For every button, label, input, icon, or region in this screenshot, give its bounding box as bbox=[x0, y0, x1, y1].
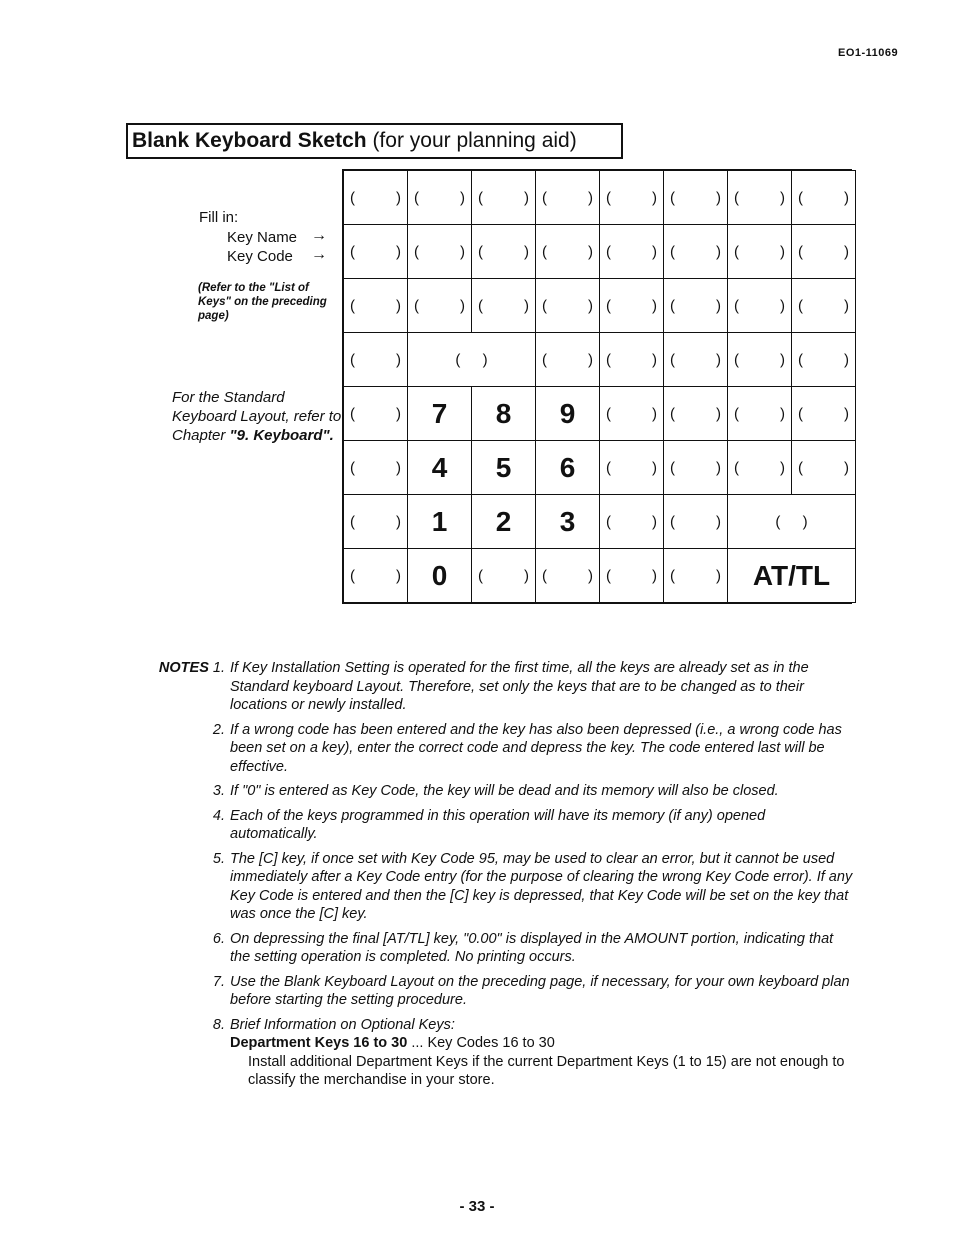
note-item bbox=[153, 930, 855, 967]
blank-open-paren: ( bbox=[734, 351, 739, 368]
blank-key bbox=[343, 386, 408, 441]
blank-key bbox=[471, 548, 536, 603]
blank-key bbox=[599, 440, 664, 495]
blank-key bbox=[599, 548, 664, 603]
standard-layout-note-text: For the Standard Keyboard Layout, refer to Chapter bbox=[172, 389, 342, 444]
blank-key bbox=[599, 278, 664, 333]
blank-close-paren: ) bbox=[780, 351, 785, 368]
blank-open-paren: ( bbox=[798, 297, 803, 314]
blank-open-paren: ( bbox=[542, 243, 547, 260]
blank-close-paren: ) bbox=[652, 189, 657, 206]
blank-open-paren: ( bbox=[542, 351, 547, 368]
blank-wide-key bbox=[727, 494, 856, 549]
note-text: On depressing the final [AT/TL] key, "0.00" is displayed in the AMOUNT portion, indicating that the setting operation is completed. No printing occurs. bbox=[230, 930, 834, 965]
numeric-key-label: 3 bbox=[559, 505, 576, 537]
note-number: 1. bbox=[212, 660, 225, 676]
blank-key bbox=[791, 224, 856, 279]
blank-key bbox=[791, 170, 856, 225]
blank-open-paren: ( bbox=[670, 405, 675, 422]
blank-key bbox=[407, 278, 472, 333]
blank-open-paren: ( bbox=[734, 297, 739, 314]
numeric-key-4 bbox=[407, 440, 472, 495]
blank-close-paren: ) bbox=[844, 459, 849, 476]
blank-close-paren: ) bbox=[652, 567, 657, 584]
blank-close-paren: ) bbox=[396, 189, 401, 206]
blank-open-paren: ( bbox=[542, 189, 547, 206]
department-keys-heading: Department Keys 16 to 30 bbox=[230, 1035, 408, 1051]
blank-key bbox=[343, 440, 408, 495]
blank-key bbox=[535, 548, 600, 603]
blank-close-paren: ) bbox=[588, 351, 593, 368]
blank-key bbox=[663, 548, 728, 603]
blank-open-paren: ( bbox=[670, 567, 675, 584]
blank-key bbox=[663, 332, 728, 387]
blank-open-paren: ( bbox=[478, 243, 483, 260]
blank-close-paren: ) bbox=[652, 243, 657, 260]
blank-key bbox=[599, 386, 664, 441]
blank-pair: ( ) bbox=[775, 513, 808, 530]
note-item bbox=[153, 782, 855, 801]
blank-close-paren: ) bbox=[460, 297, 465, 314]
blank-open-paren: ( bbox=[798, 189, 803, 206]
numeric-key-label: 1 bbox=[431, 505, 448, 537]
note-text: If Key Installation Setting is operated for the first time, all the keys are already set as in the Standard keyboard Layout. Therefore, set only the keys that are to be changed as to their locations or newly installed. bbox=[230, 660, 809, 713]
key-code-label: Key Code bbox=[227, 248, 293, 265]
blank-open-paren: ( bbox=[606, 405, 611, 422]
blank-open-paren: ( bbox=[478, 297, 483, 314]
blank-close-paren: ) bbox=[844, 243, 849, 260]
blank-open-paren: ( bbox=[414, 243, 419, 260]
blank-close-paren: ) bbox=[460, 243, 465, 260]
blank-open-paren: ( bbox=[606, 459, 611, 476]
blank-open-paren: ( bbox=[670, 189, 675, 206]
numeric-key-label: 2 bbox=[495, 505, 512, 537]
blank-open-paren: ( bbox=[670, 351, 675, 368]
note-text: The [C] key, if once set with Key Code 95, may be used to clear an error, but it cannot be used immediately after a Key Code entry (for the purpose of clearing the wrong Key Code error). If any Key Code is entered and then the [C] key is depressed, that Key Code will be set on the key that was once the [C] key. bbox=[230, 850, 853, 922]
note-item bbox=[153, 807, 855, 844]
blank-open-paren: ( bbox=[798, 405, 803, 422]
blank-close-paren: ) bbox=[524, 567, 529, 584]
blank-close-paren: ) bbox=[716, 513, 721, 530]
blank-close-paren: ) bbox=[780, 459, 785, 476]
blank-key bbox=[663, 278, 728, 333]
blank-key bbox=[727, 224, 792, 279]
blank-close-paren: ) bbox=[652, 297, 657, 314]
title-subtitle: (for your planning aid) bbox=[372, 129, 577, 152]
blank-close-paren: ) bbox=[588, 567, 593, 584]
blank-key bbox=[535, 170, 600, 225]
numeric-key-2 bbox=[471, 494, 536, 549]
note-text: If a wrong code has been entered and the key has also been depressed (i.e., a wrong code has been set on a key), enter the correct code and depress the key. The code entered last will be effective. bbox=[230, 721, 842, 775]
blank-open-paren: ( bbox=[798, 459, 803, 476]
numeric-key-label: 7 bbox=[431, 397, 448, 429]
blank-key bbox=[663, 440, 728, 495]
chapter-reference: "9. Keyboard". bbox=[229, 427, 334, 444]
blank-open-paren: ( bbox=[670, 459, 675, 476]
blank-open-paren: ( bbox=[478, 567, 483, 584]
blank-key bbox=[343, 332, 408, 387]
note-number: 2. bbox=[212, 721, 225, 738]
blank-key bbox=[663, 386, 728, 441]
blank-open-paren: ( bbox=[798, 351, 803, 368]
blank-open-paren: ( bbox=[670, 297, 675, 314]
blank-key bbox=[471, 224, 536, 279]
note-number: 5. bbox=[212, 850, 225, 867]
blank-close-paren: ) bbox=[780, 297, 785, 314]
blank-close-paren: ) bbox=[460, 189, 465, 206]
numeric-key-8 bbox=[471, 386, 536, 441]
blank-close-paren: ) bbox=[588, 297, 593, 314]
numeric-key-label: 8 bbox=[495, 397, 512, 429]
blank-close-paren: ) bbox=[780, 189, 785, 206]
blank-key bbox=[471, 278, 536, 333]
fill-in-label: Fill in: bbox=[199, 209, 239, 226]
note-number: 7. bbox=[212, 973, 225, 990]
blank-open-paren: ( bbox=[734, 189, 739, 206]
blank-close-paren: ) bbox=[396, 243, 401, 260]
document-id: EO1-11069 bbox=[838, 47, 899, 59]
note-item bbox=[153, 659, 855, 715]
blank-open-paren: ( bbox=[350, 513, 355, 530]
blank-close-paren: ) bbox=[780, 243, 785, 260]
numeric-key-label: 0 bbox=[431, 559, 448, 591]
blank-key bbox=[599, 494, 664, 549]
blank-open-paren: ( bbox=[606, 189, 611, 206]
page-number: - 33 - bbox=[459, 1198, 495, 1215]
blank-open-paren: ( bbox=[670, 513, 675, 530]
blank-key bbox=[599, 224, 664, 279]
blank-open-paren: ( bbox=[734, 405, 739, 422]
blank-open-paren: ( bbox=[350, 189, 355, 206]
note-item bbox=[153, 721, 855, 777]
blank-close-paren: ) bbox=[524, 297, 529, 314]
note-item bbox=[153, 1016, 855, 1090]
blank-open-paren: ( bbox=[670, 243, 675, 260]
blank-close-paren: ) bbox=[524, 243, 529, 260]
blank-open-paren: ( bbox=[734, 459, 739, 476]
note-number: 6. bbox=[212, 930, 225, 947]
numeric-key-6 bbox=[535, 440, 600, 495]
blank-open-paren: ( bbox=[414, 297, 419, 314]
blank-close-paren: ) bbox=[396, 567, 401, 584]
arrow-right-icon: → bbox=[311, 246, 327, 263]
blank-key bbox=[791, 332, 856, 387]
blank-open-paren: ( bbox=[734, 243, 739, 260]
blank-close-paren: ) bbox=[588, 189, 593, 206]
blank-open-paren: ( bbox=[350, 459, 355, 476]
blank-key bbox=[535, 224, 600, 279]
note-number: 8. bbox=[212, 1016, 225, 1033]
blank-open-paren: ( bbox=[350, 243, 355, 260]
blank-close-paren: ) bbox=[396, 513, 401, 530]
note-item bbox=[153, 973, 855, 1010]
keyboard-sketch bbox=[342, 169, 852, 604]
blank-open-paren: ( bbox=[478, 189, 483, 206]
numeric-key-5 bbox=[471, 440, 536, 495]
blank-close-paren: ) bbox=[716, 459, 721, 476]
blank-key bbox=[663, 494, 728, 549]
blank-key bbox=[343, 278, 408, 333]
blank-key bbox=[663, 224, 728, 279]
blank-open-paren: ( bbox=[798, 243, 803, 260]
blank-key bbox=[535, 278, 600, 333]
key-name-label: Key Name bbox=[227, 229, 298, 246]
blank-close-paren: ) bbox=[716, 297, 721, 314]
blank-close-paren: ) bbox=[652, 513, 657, 530]
blank-close-paren: ) bbox=[524, 189, 529, 206]
blank-open-paren: ( bbox=[606, 567, 611, 584]
blank-close-paren: ) bbox=[652, 459, 657, 476]
page-title bbox=[132, 129, 577, 153]
blank-key bbox=[791, 440, 856, 495]
blank-key bbox=[791, 278, 856, 333]
note-text: Use the Blank Keyboard Layout on the preceding page, if necessary, for your own keyboard plan before starting the setting procedure. bbox=[230, 973, 850, 1008]
numeric-key-label: 6 bbox=[559, 451, 576, 483]
blank-key bbox=[343, 548, 408, 603]
blank-open-paren: ( bbox=[606, 513, 611, 530]
numeric-key-3 bbox=[535, 494, 600, 549]
blank-open-paren: ( bbox=[350, 567, 355, 584]
numeric-key-0 bbox=[407, 548, 472, 603]
numeric-key-7 bbox=[407, 386, 472, 441]
blank-key bbox=[407, 170, 472, 225]
blank-close-paren: ) bbox=[588, 243, 593, 260]
blank-close-paren: ) bbox=[716, 243, 721, 260]
blank-key bbox=[599, 170, 664, 225]
blank-key bbox=[663, 170, 728, 225]
blank-open-paren: ( bbox=[350, 297, 355, 314]
blank-open-paren: ( bbox=[350, 405, 355, 422]
numeric-key-label: 5 bbox=[495, 451, 512, 483]
blank-close-paren: ) bbox=[396, 351, 401, 368]
blank-key bbox=[791, 386, 856, 441]
blank-key bbox=[727, 170, 792, 225]
blank-key bbox=[727, 332, 792, 387]
blank-open-paren: ( bbox=[606, 351, 611, 368]
note-text: If "0" is entered as Key Code, the key will be dead and its memory will also be closed. bbox=[230, 783, 779, 799]
title-bold: Blank Keyboard Sketch bbox=[132, 129, 367, 152]
refer-note: (Refer to the "List of Keys" on the preceding page) bbox=[198, 282, 327, 322]
blank-close-paren: ) bbox=[396, 459, 401, 476]
department-keys-codes: ... Key Codes 16 to 30 bbox=[411, 1035, 555, 1051]
blank-key bbox=[727, 386, 792, 441]
blank-close-paren: ) bbox=[652, 351, 657, 368]
blank-close-paren: ) bbox=[844, 351, 849, 368]
blank-open-paren: ( bbox=[414, 189, 419, 206]
notes-label: NOTES bbox=[158, 660, 209, 676]
department-keys-description: Install additional Department Keys if the current Department Keys (1 to 15) are not enough to classify the merchandise in your store. bbox=[248, 1053, 845, 1088]
notes-section bbox=[153, 659, 855, 1090]
numeric-key-label: 4 bbox=[431, 451, 448, 483]
blank-open-paren: ( bbox=[542, 567, 547, 584]
blank-key bbox=[407, 224, 472, 279]
numeric-key-9 bbox=[535, 386, 600, 441]
note-item bbox=[153, 850, 855, 924]
note-number: 4. bbox=[212, 807, 225, 824]
note-number: 3. bbox=[212, 783, 225, 799]
blank-key bbox=[535, 332, 600, 387]
blank-key bbox=[343, 224, 408, 279]
blank-open-paren: ( bbox=[542, 297, 547, 314]
blank-key bbox=[343, 494, 408, 549]
blank-open-paren: ( bbox=[350, 351, 355, 368]
standard-layout-note bbox=[172, 388, 342, 445]
blank-close-paren: ) bbox=[844, 189, 849, 206]
blank-open-paren: ( bbox=[606, 297, 611, 314]
blank-key bbox=[471, 170, 536, 225]
blank-wide-key bbox=[407, 332, 536, 387]
attl-key bbox=[727, 548, 856, 603]
blank-key bbox=[727, 440, 792, 495]
blank-close-paren: ) bbox=[652, 405, 657, 422]
blank-close-paren: ) bbox=[716, 351, 721, 368]
blank-open-paren: ( bbox=[606, 243, 611, 260]
blank-close-paren: ) bbox=[396, 405, 401, 422]
blank-key bbox=[727, 278, 792, 333]
blank-key bbox=[343, 170, 408, 225]
blank-close-paren: ) bbox=[844, 297, 849, 314]
blank-close-paren: ) bbox=[396, 297, 401, 314]
blank-close-paren: ) bbox=[844, 405, 849, 422]
attl-key-label: AT/TL bbox=[752, 559, 831, 591]
arrow-right-icon: → bbox=[311, 227, 327, 244]
blank-close-paren: ) bbox=[716, 567, 721, 584]
note-text: Brief Information on Optional Keys: bbox=[230, 1016, 455, 1033]
blank-close-paren: ) bbox=[716, 189, 721, 206]
blank-pair: ( ) bbox=[455, 351, 488, 368]
blank-close-paren: ) bbox=[780, 405, 785, 422]
blank-key bbox=[599, 332, 664, 387]
optional-keys-info bbox=[230, 1034, 855, 1090]
blank-close-paren: ) bbox=[716, 405, 721, 422]
numeric-key-1 bbox=[407, 494, 472, 549]
note-text: Each of the keys programmed in this operation will have its memory (if any) opened automatically. bbox=[230, 807, 766, 842]
numeric-key-label: 9 bbox=[559, 397, 576, 429]
